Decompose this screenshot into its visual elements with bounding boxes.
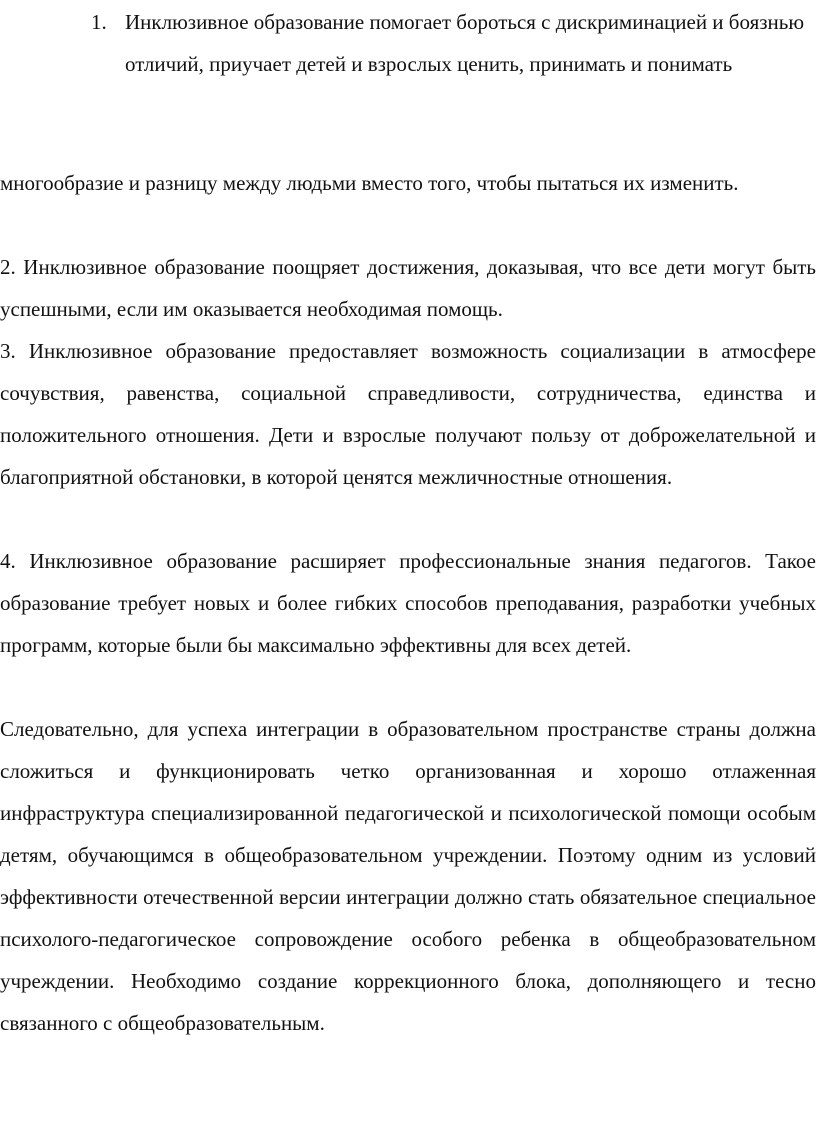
paragraph-item1-continuation: многообразие и разницу между людьми вместо того, чтобы пытаться их изменить. xyxy=(0,171,739,195)
paragraph-item3: 3. Инклюзивное образование предоставляет возможность социализации в атмосфере сочувствия, равенства, социальной справедливости, сотрудничества, единства и положительного отношения. Дети и взрослые получают пользу от доброжелательной и благоприятной обстановки, в которой ценятся межличностные отношения. xyxy=(0,339,816,489)
list-item-text: Инклюзивное образование помогает бороться с дискриминацией и боязнью отличий, приучает детей и взрослых ценить, принимать и понимать xyxy=(125,10,805,76)
list-item-number: 1. xyxy=(91,10,107,34)
paragraph-item4: 4. Инклюзивное образование расширяет профессиональные знания педагогов. Такое образование требует новых и более гибких способов преподавания, разработки учебных программ, которые были бы максимально эффективны для всех детей. xyxy=(0,549,816,657)
numbered-list-item-1 xyxy=(0,1,816,85)
paragraph-conclusion: Следовательно, для успеха интеграции в образовательном пространстве страны должна сложиться и функционировать четко организованная и хорошо отлаженная инфраструктура специализированной педагогической и психологической помощи особым детям, обучающимся в общеобразовательном учреждении. Поэтому одним из условий эффективности отечественной версии интеграции должно стать обязательное специальное психолого-педагогическое сопровождение особого ребенка в общеобразовательном учреждении. Необходимо создание коррекционного блока, дополняющего и тесно связанного с общеобразовательным. xyxy=(0,717,816,1035)
paragraph-item2: 2. Инклюзивное образование поощряет достижения, доказывая, что все дети могут быть успешными, если им оказывается необходимая помощь. xyxy=(0,255,816,321)
